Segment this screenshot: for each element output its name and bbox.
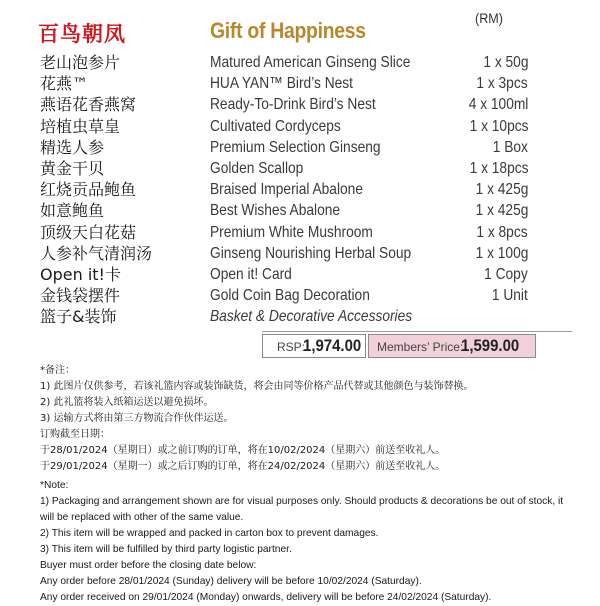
item-quantity: 1 x 100g bbox=[475, 244, 528, 262]
note-line: 1) 此图片仅供参考，若该礼篮内容或装饰缺货，将会由同等价格产品代替或其他颜色与装饰替换。 bbox=[40, 381, 474, 392]
currency-label: (RM) bbox=[475, 10, 503, 26]
item-name-en: Ginseng Nourishing Herbal Soup bbox=[210, 244, 412, 262]
title-english: Gift of Happiness bbox=[210, 18, 366, 43]
list-item bbox=[0, 285, 600, 306]
members-price-box bbox=[368, 334, 536, 358]
note-line: 1) Packaging and arrangement shown are for visual purposes only. Should products & decorations be out of stock, it bbox=[40, 496, 564, 507]
note-line: 订购截至日期： bbox=[40, 429, 110, 440]
title-chinese: 百鸟朝凤 bbox=[38, 22, 126, 46]
list-item bbox=[0, 264, 600, 285]
note-line: 2) This item will be wrapped and packed in carton box to prevent damages. bbox=[40, 528, 379, 539]
rsp-price-box bbox=[262, 334, 366, 358]
list-item bbox=[0, 243, 600, 264]
item-name-zh: 燕语花香燕窝 bbox=[40, 95, 137, 115]
rsp-value: 1,974.00 bbox=[303, 336, 362, 355]
note-line: 3) This item will be fulfilled by third party logistic partner. bbox=[40, 544, 292, 555]
notes-chinese bbox=[40, 363, 580, 475]
note-line: *备注： bbox=[40, 365, 75, 376]
item-name-zh: 篮子&装饰 bbox=[40, 307, 117, 327]
note-line: *Note: bbox=[40, 480, 69, 491]
item-quantity: 1 Unit bbox=[492, 287, 528, 305]
members-price-value: 1,599.00 bbox=[461, 336, 520, 355]
item-name-zh: 如意鲍鱼 bbox=[40, 201, 105, 221]
item-quantity: 1 x 50g bbox=[482, 54, 528, 71]
list-item bbox=[0, 94, 600, 115]
item-name-en: Gold Coin Bag Decoration bbox=[210, 287, 370, 305]
item-name-en: Open it! Card bbox=[210, 265, 292, 283]
rsp-label: RSP: bbox=[277, 340, 306, 354]
list-item bbox=[0, 137, 600, 158]
list-item bbox=[0, 158, 600, 179]
item-list bbox=[0, 52, 600, 327]
item-name-en: Premium Selection Ginseng bbox=[210, 138, 381, 156]
list-item bbox=[0, 306, 600, 327]
item-quantity: 4 x 100ml bbox=[468, 96, 528, 114]
list-item bbox=[0, 116, 600, 137]
list-item bbox=[0, 200, 600, 221]
item-quantity: 1 x 425g bbox=[475, 181, 528, 199]
item-name-en: Braised Imperial Abalone bbox=[210, 181, 363, 199]
list-item bbox=[0, 222, 600, 243]
list-item bbox=[0, 52, 600, 73]
item-name-en: Ready-To-Drink Bird’s Nest bbox=[210, 96, 376, 114]
item-name-zh: 黄金干贝 bbox=[40, 158, 105, 178]
item-name-en: Golden Scallop bbox=[210, 159, 304, 177]
note-line: 于29/01/2024（星期一）或之后订购的订单，将在24/02/2024（星期六）前送至收礼人。 bbox=[40, 461, 446, 472]
item-quantity: 1 x 8pcs bbox=[476, 223, 528, 241]
item-name-en: HUA YAN™ Bird’s Nest bbox=[210, 75, 354, 93]
item-quantity: 1 x 425g bbox=[475, 202, 528, 220]
item-name-zh: 顶级天白花菇 bbox=[40, 222, 137, 242]
item-name-zh: 人参补气清润汤 bbox=[40, 243, 153, 263]
note-line: will be replaced with other of the same value. bbox=[40, 512, 244, 523]
list-item bbox=[0, 179, 600, 200]
note-line: Any order before 28/01/2024 (Sunday) delivery will be before 10/02/2024 (Saturday). bbox=[40, 576, 422, 587]
item-name-zh: 红烧贡品鲍鱼 bbox=[40, 180, 137, 200]
item-quantity: 1 Copy bbox=[484, 265, 528, 283]
item-quantity: 1 Box bbox=[492, 138, 528, 156]
note-line: Any order received on 29/01/2024 (Monday) onwards, delivery will be before 24/02/2024 (Saturday). bbox=[40, 592, 492, 603]
item-quantity: 1 x 3pcs bbox=[476, 75, 528, 93]
item-name-zh: 花燕™ bbox=[40, 74, 89, 94]
item-name-en: Best Wishes Abalone bbox=[210, 202, 341, 220]
notes-english bbox=[40, 478, 580, 606]
item-name-en: Matured American Ginseng Slice bbox=[210, 54, 411, 71]
item-name-en: Premium White Mushroom bbox=[210, 223, 373, 241]
note-line: 2) 此礼篮将装入纸箱运送以避免损坏。 bbox=[40, 397, 214, 408]
item-name-zh: 金钱袋摆件 bbox=[40, 286, 121, 306]
list-item bbox=[0, 73, 600, 94]
item-name-zh: 精选人参 bbox=[40, 137, 105, 157]
note-line: 于28/01/2024（星期日）或之前订购的订单，将在10/02/2024（星期六）前送至收礼人。 bbox=[40, 445, 446, 456]
note-line: 3) 运输方式将由第三方物流合作伙伴运送。 bbox=[40, 413, 234, 424]
item-name-zh: 培植虫草皇 bbox=[40, 116, 121, 136]
item-name-en: Cultivated Cordyceps bbox=[210, 117, 341, 135]
note-line: Buyer must order before the closing date below: bbox=[40, 560, 257, 571]
item-quantity: 1 x 10pcs bbox=[469, 117, 528, 135]
item-name-zh: Open it!卡 bbox=[40, 264, 121, 284]
item-name-zh: 老山泡参片 bbox=[40, 53, 121, 72]
item-name-en: Basket & Decorative Accessories bbox=[210, 308, 413, 326]
members-price-label: Members’ Price: bbox=[377, 340, 464, 354]
item-quantity: 1 x 18pcs bbox=[469, 159, 528, 177]
price-divider bbox=[262, 331, 572, 332]
